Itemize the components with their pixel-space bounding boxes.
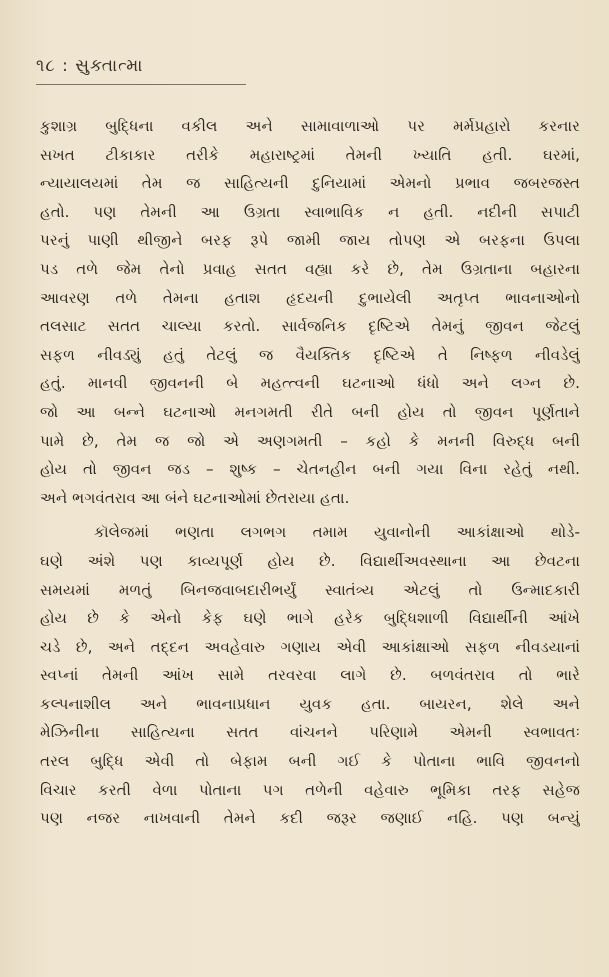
text-line: કુશાગ્ર બુદ્ધિના વકીલ અને સામાવાળાઓ પર મર્મપ્રહારો કરનાર (40, 117, 580, 135)
text-line: સખત ટીકાકાર તરીકે મહારાષ્ટ્રમાં તેમની ખ્યાતિ હતી. ઘરમાં, (40, 145, 580, 164)
text-line: જો આ બન્ને ઘટનાઓ મનગમતી રીતે બની હોય તો જીવન પૂર્ણતાને (40, 402, 580, 421)
text-line: ન્યાયાલયમાં તેમ જ સાહિત્યની દુનિયામાં એમનો પ્રભાવ જબરજસ્ત (40, 174, 580, 193)
text-line: તલસાટ સતત ચાલ્યા કરતો. સાર્વજનિક દૃષ્ટિએ તેમનું જીવન જેટલું (40, 317, 580, 336)
text-line: કૉલેજમાં ભણતા લગભગ તમામ યુવાનોની આકાંક્ષાઓ થોડે- (94, 523, 580, 542)
text-line: ઘણે અંશે પણ કાવ્યપૂર્ણ હોય છે. વિદ્યાર્થીઅવસ્થાના આ છેવટના (40, 551, 580, 570)
text-line: તરલ બુદ્ધિ એવી તો બેફામ બની ગઈ કે પોતાના ભાવિ જીવનનો (40, 752, 580, 771)
text-line: સફળ નીવડ્યું હતું તેટલું જ વૈયક્તિક દૃષ્ટિએ તે નિષ્ફળ નીવડેલું (40, 345, 580, 364)
text-line: સ્વપ્નાં તેમની આંખ સામે તરવરવા લાગે છે. બળવંતરાવ તો ભારે (40, 666, 580, 685)
text-line: પરનું પાણી થીજીને બરફ રૂપે જામી જાય તોપણ એ બરફના ઉપલા (40, 231, 580, 250)
paragraph-1 (40, 112, 580, 512)
text-line: હતો. પણ તેમની આ ઉગ્રતા સ્વાભાવિક ન હતી. નદીની સપાટી (40, 202, 580, 221)
text-line: કલ્પનાશીલ અને ભાવનાપ્રધાન યુવક હતા. બાયરન, શેલે અને (40, 694, 580, 713)
text-line: અને ભગવંતરાવ આ બંને ઘટનાઓમાં છેતરાયા હતા. (40, 488, 350, 507)
text-line: મેઝિનીના સાહિત્યના સતત વાંચનને પરિણામે એમની સ્વભાવતઃ (40, 723, 580, 742)
body-text (40, 112, 580, 839)
text-line: પડ તળે જેમ તેનો પ્રવાહ સતત વહ્યા કરે છે, તેમ ઉગ્રતાના બહારના (40, 259, 580, 278)
text-line: ચડે છે, અને તદ્દન અવહેવારુ ગણાય એવી આકાંક્ષાઓ સફળ નીવડયાનાં (40, 637, 580, 656)
text-line: હોય તો જીવન જડ – શુષ્ક – ચેતનહીન બની ગયા વિના રહેતું નથી. (40, 460, 580, 479)
text-line: સમયમાં મળતું બિનજવાબદારીભર્યું સ્વાતંત્ર્ય એટલું તો ઉન્માદકારી (40, 580, 580, 599)
text-line: પામે છે, તેમ જ જો એ અણગમતી – કહો કે મનની વિરુદ્ધ બની (40, 431, 580, 450)
text-line: હોય છે કે એનો કેફ ઘણે ભાગે હરેક બુદ્ધિશાળી વિદ્યાર્થીની આંખે (40, 609, 580, 628)
text-line: આવરણ તળે તેમના હતાશ હૃદયની દુભાયેલી અતૃપ્ત ભાવનાઓનો (40, 288, 580, 307)
running-head-rule (36, 84, 246, 85)
text-line: પણ નજર નાખવાની તેમને કદી જરૂર જણાઈ નહિ. પણ બન્યું (40, 809, 580, 828)
running-head: ૧૮ : સુક્તાત્મા (36, 56, 144, 76)
text-line: વિચાર કરતી વેળા પોતાના પગ તળેની વહેવારુ ભૂમિકા તરફ સહેજ (40, 780, 580, 799)
paragraph-2 (40, 518, 580, 833)
text-line: હતું. માનવી જીવનની બે મહત્ત્વની ઘટનાઓ ધંધો અને લગ્ન છે. (40, 374, 580, 393)
